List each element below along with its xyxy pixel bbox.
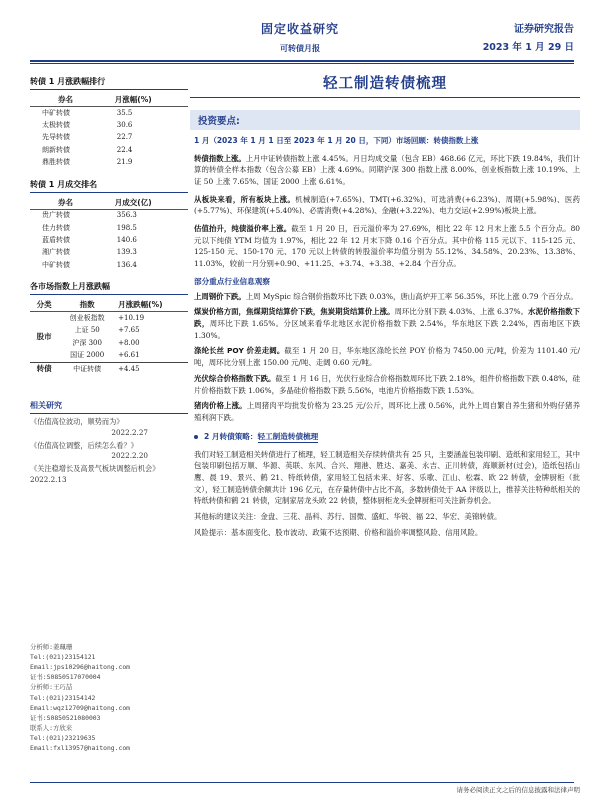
footer-rule	[30, 782, 574, 783]
para-lead-cement: 水泥价格指数下跌，	[194, 307, 580, 329]
table-header-row	[30, 93, 188, 107]
index-name: 国证 2000	[70, 350, 105, 359]
analyst-cert: 证书:S0850517070004	[30, 673, 101, 682]
related-title: 《估值高位波动，顺势而为》	[30, 417, 124, 426]
index-name: 沪深 300	[72, 338, 102, 347]
para-text: 机械制造(+7.65%)、TMT(+6.32%)、可选消费(+6.23%)、周期(+5.98%)、医药(+5.77%)、环保建筑(+5.40%)、必需消费(+4.28%)、金融(+3.22%)、电力交运(+2.99%)板块上涨。	[194, 194, 580, 216]
bond-name: 太极转债	[42, 120, 70, 129]
bond-value: 140.6	[116, 235, 137, 244]
table-row	[30, 312, 188, 325]
header-rule	[30, 60, 574, 62]
table-row	[30, 234, 188, 246]
page-title: 轻工制造转债梳理	[190, 72, 580, 98]
para-text: 上周 MySpic 综合钢价指数环比下跌 0.03%，唐山高炉开工率 56.35%，环比上涨 0.79 个百分点。	[245, 291, 578, 301]
bond-value: 22.4	[116, 145, 133, 154]
related-date: 2022.2.20	[111, 451, 148, 461]
table-row	[30, 107, 188, 120]
index-value: +7.65	[118, 326, 140, 335]
main-content	[190, 72, 580, 538]
para-valuation	[190, 223, 580, 270]
bond-value: 35.5	[116, 108, 133, 117]
analyst-email[interactable]: Email:jps10296@haitong.com	[30, 663, 131, 672]
para-lead: 转债指数上涨。	[194, 153, 246, 163]
bond-value: 30.6	[116, 120, 133, 129]
para-lead: 猪肉价格上涨。	[194, 401, 247, 411]
bond-value: 198.5	[116, 223, 137, 232]
para-lead: 从板块来看，所有板块上涨。	[194, 194, 296, 204]
index-change-section	[30, 281, 188, 375]
para-polyester	[190, 345, 580, 368]
bond-value: 356.3	[116, 211, 137, 220]
para-coal	[190, 306, 580, 341]
index-value: +6.61	[118, 350, 140, 359]
para-text-cement: 周环比下跌 1.65%。分区域来看华北地区水泥价格指数下跌 2.54%，华东地区下跌 2.24%，西南地区下跌 1.30%。	[194, 319, 580, 340]
sidebar	[30, 76, 188, 386]
col-header-value: 月涨跌幅(%)	[116, 298, 188, 312]
related-item[interactable]	[30, 441, 188, 463]
footer-disclaimer: 请务必阅读正文之后的信息披露和法律声明	[456, 786, 580, 794]
table-row	[30, 119, 188, 131]
group-stock: 股市	[36, 332, 52, 342]
analyst-contacts	[30, 642, 188, 753]
analyst-name: 分析师:王巧喆	[30, 683, 73, 692]
period-heading: 1 月（2023 年 1 月 1 日至 2023 年 1 月 20 日，下同）市场回顾：转债指数上涨	[194, 136, 479, 145]
para-solar	[190, 373, 580, 396]
index-value: +4.45	[116, 362, 188, 375]
report-date: 2023 年 1 月 29 日	[482, 42, 574, 53]
investment-heading: 投资要点:	[190, 110, 580, 130]
strategy-heading	[194, 431, 580, 443]
analyst-name: 分析师:姜珮珊	[30, 643, 73, 651]
contact-tel: Tel:(021)23219635	[30, 733, 96, 742]
table-header-row	[30, 196, 188, 210]
volume-ranking-heading: 转债 1 月成交排名	[30, 179, 188, 193]
analyst-tel: Tel:(021)23154142	[30, 693, 96, 702]
table-row	[30, 259, 188, 271]
related-item[interactable]	[30, 417, 188, 439]
table-row	[30, 144, 188, 156]
group-cb: 转债	[30, 362, 58, 375]
para-sectors	[190, 194, 580, 217]
contact-email[interactable]: Email:fxl13957@haitong.com	[30, 744, 131, 753]
col-header-value: 月成交(亿)	[113, 196, 188, 210]
header-rule-thin	[30, 63, 574, 64]
bond-name: 先导转债	[42, 133, 70, 142]
para-steel	[190, 291, 580, 303]
table-row	[30, 222, 188, 234]
para-lead: 涤纶长丝 POY 价差走阔。	[194, 346, 285, 356]
index-change-table	[30, 298, 188, 375]
related-date: 2022.2.27	[111, 427, 148, 437]
volume-ranking-table	[30, 196, 188, 272]
header-subtitle: 可转债月报	[280, 44, 320, 53]
bond-name: 湘广转债	[42, 248, 70, 257]
volume-ranking-section	[30, 179, 188, 272]
bond-name: 中矿转债	[42, 260, 70, 269]
report-type: 证券研究报告	[514, 24, 574, 35]
col-header-value: 月涨幅(%)	[113, 93, 188, 107]
para-text: 截至 1 月 20 日，华东地区涤纶长丝 POY 价格为 7450.00 元/吨，价差为 1101.40 元/吨，周环比分别上涨 150.00 元/吨、走阔 0.60 元/吨。	[194, 346, 580, 368]
table-row	[30, 247, 188, 259]
para-text: 截至 1 月 16 日，光伏行业综合价格指数周环比下跌 2.18%，组件价格指数下跌 0.48%，硅片价格指数下跌 1.06%，多晶硅价格指数下跌 5.56%，电池片价格指数下跌 1.53%。	[194, 373, 580, 395]
para-lead: 估值抬升，纯债溢价率上涨。	[194, 223, 292, 233]
bond-name: 鼎胜转债	[42, 157, 70, 166]
index-change-heading: 各市场指数上月涨跌幅	[30, 281, 188, 295]
col-header-name: 券名	[30, 196, 113, 210]
col-header-index: 指数	[58, 298, 116, 312]
table-row	[30, 132, 188, 144]
col-header-name: 券名	[30, 93, 113, 107]
analyst-cert: 证书:S0850521080003	[30, 713, 101, 722]
related-item[interactable]	[30, 464, 188, 486]
para-other-picks: 其他标的建议关注：金盘、三花、晶科、苏行、国微、盛虹、华锐、福 22、华宏、美锦转债。	[194, 512, 502, 521]
bond-name: 朗新转债	[42, 145, 70, 154]
bond-value: 21.9	[116, 157, 133, 166]
related-title: 《关注稳增长及高景气板块调整后机会》 2022.2.13	[30, 464, 160, 484]
header-right	[483, 20, 574, 53]
bond-value: 139.3	[116, 248, 137, 257]
index-name: 中证转债	[58, 362, 116, 375]
index-name: 创业板指数	[69, 313, 105, 322]
para-text: 周环比分别下跌 4.03%、上涨 6.37%。	[394, 307, 529, 317]
bond-name: 佳力转债	[42, 223, 70, 232]
index-value: +8.00	[118, 338, 140, 347]
strategy-body: 轻工制造转债梳理	[257, 431, 319, 441]
bond-name: 中矿转债	[42, 108, 70, 117]
para-risk: 风险提示：基本面变化、股市波动、政策不达预期、价格和溢价率调整风险、信用风险。	[194, 527, 483, 537]
para-lead: 光伏综合价格指数下跌。	[194, 373, 276, 383]
rise-ranking-heading: 转债 1 月涨跌幅排行	[30, 76, 188, 90]
para-light-industry: 我们对轻工制造相关转债进行了梳理，轻工制造相关存续转债共有 25 只，主要涵盖包装印刷、造纸和家用轻工，其中包装印刷包括万顺、华源、英联、东风、合兴、翔港、胜达、嘉美、永吉、正川转债，海顺新材(过会)，造纸包括山鹰、晨 19、景兴、鹤 21、特纸转债，家用轻工包括未来、好客、乐歌、江山、松霖、欧 22 转债，金牌厨柜（批文），轻工制造转债余额共计 196 亿元，在存量转债中占比不高，多数转债处于 AA 评级以上，推荐关注特种纸相关的特纸转债和鹤 21 转债，定制家居龙头欧 22 转债，整体厨柜龙头金牌厨柜可关注新券机会。	[194, 449, 580, 506]
para-pork	[190, 400, 580, 423]
index-name: 上证 50	[74, 326, 100, 335]
contact-name: 联系人:方欣来	[30, 723, 73, 732]
para-text: 上周猪肉平均批发价格为 23.25 元/公斤，周环比上涨 0.56%，此外上周自繁自养生猪和外购仔猪养殖利润下跌。	[194, 401, 580, 422]
industry-subheading: 部分重点行业信息观察	[194, 276, 270, 286]
bond-value: 22.7	[116, 133, 133, 142]
para-text: 上月中证转债指数上涨 4.45%。月日均成交量（包含 EB）468.66 亿元，环比下跌 19.84%，我们计算的转债全样本指数（包含公募 EB）上涨 4.69%。同期沪深 300 指数上涨 8.00%、创业板指数上涨 10.19%、上证 50 上涨 7.65%、国证 2000 上涨 6.61%。	[194, 153, 580, 186]
para-cb-index	[190, 153, 580, 188]
header-title: 固定收益研究	[260, 22, 339, 36]
bullet-icon	[194, 435, 198, 439]
report-header	[0, 0, 600, 66]
rise-ranking-section	[30, 76, 188, 169]
para-lead: 煤炭价格方面，焦煤期货结算价下跌，焦炭期货结算价上涨。	[194, 307, 395, 317]
table-header-row	[30, 298, 188, 312]
related-research	[30, 400, 188, 488]
para-text: 截至 1 月 20 日，百元溢价率为 27.69%，相比 22 年 12 月末上涨 5.5 个百分点。80 元以下纯债 YTM 均值为 1.97%，相比 22 年 12 月末下降 0.16 个百分点。其中价格 115 元以下、115-125 元、125-150 元、150-170 元、170 元以上转债的转股溢价率均值分别为 55.12%、34.58%、20.23%、13.38%、11.03%，较前一月分别+0.90、+11.25、+3.74、+3.38、+2.84 个百分点。	[194, 223, 580, 268]
analyst-tel: Tel:(021)23154121	[30, 653, 96, 662]
related-title: 《估值高位调整，后续怎么看？》	[30, 440, 138, 450]
index-value: +10.19	[118, 313, 145, 322]
bond-name: 贵广转债	[42, 211, 70, 220]
table-row	[30, 362, 188, 375]
header-center	[150, 20, 450, 54]
table-row	[30, 156, 188, 168]
col-header-group: 分类	[30, 298, 58, 312]
table-row	[30, 209, 188, 222]
analyst-email[interactable]: Email:wqz12709@haitong.com	[30, 703, 131, 712]
bond-value: 136.4	[116, 260, 137, 269]
bond-name: 蓝盾转债	[42, 235, 70, 244]
rise-ranking-table	[30, 93, 188, 169]
strategy-prefix: 2 月转债策略：	[204, 432, 258, 442]
para-lead: 上周钢价下跌。	[194, 291, 246, 301]
related-heading: 相关研究	[30, 400, 188, 414]
